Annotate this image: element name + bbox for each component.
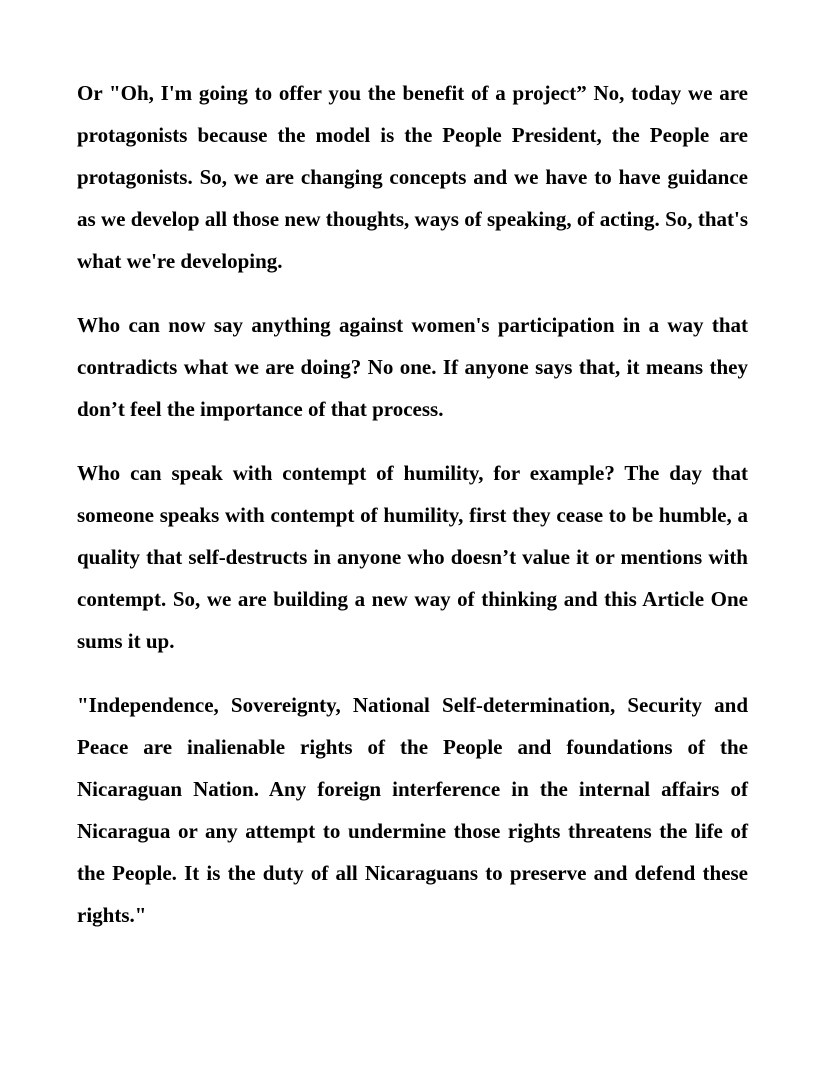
paragraph-3: Who can speak with contempt of humility, for example? The day that someone speaks with contempt of humility, first they cease to be humble, a quality that self-destructs in anyone who doesn’t value it or mentions with contempt. So, we are building a new way of thinking and this Article One sums it up.	[77, 461, 748, 653]
paragraph-1: Or "Oh, I'm going to offer you the benefit of a project” No, today we are protagonists because the model is the People President, the People are protagonists. So, we are changing concepts and we have to have guidance as we develop all those new thoughts, ways of speaking, of acting. So, that's what we're developing.	[77, 81, 748, 273]
paragraph-4-quote: "Independence, Sovereignty, National Self-determination, Security and Peace are inalienable rights of the People and foundations of the Nicaraguan Nation. Any foreign interference in the internal affairs of Nicaragua or any attempt to undermine those rights threatens the life of the People. It is the duty of all Nicaraguans to preserve and defend these rights."	[77, 693, 748, 927]
document-page	[77, 72, 748, 936]
paragraph-2: Who can now say anything against women's participation in a way that contradicts what we are doing? No one. If anyone says that, it means they don’t feel the importance of that process.	[77, 313, 748, 421]
